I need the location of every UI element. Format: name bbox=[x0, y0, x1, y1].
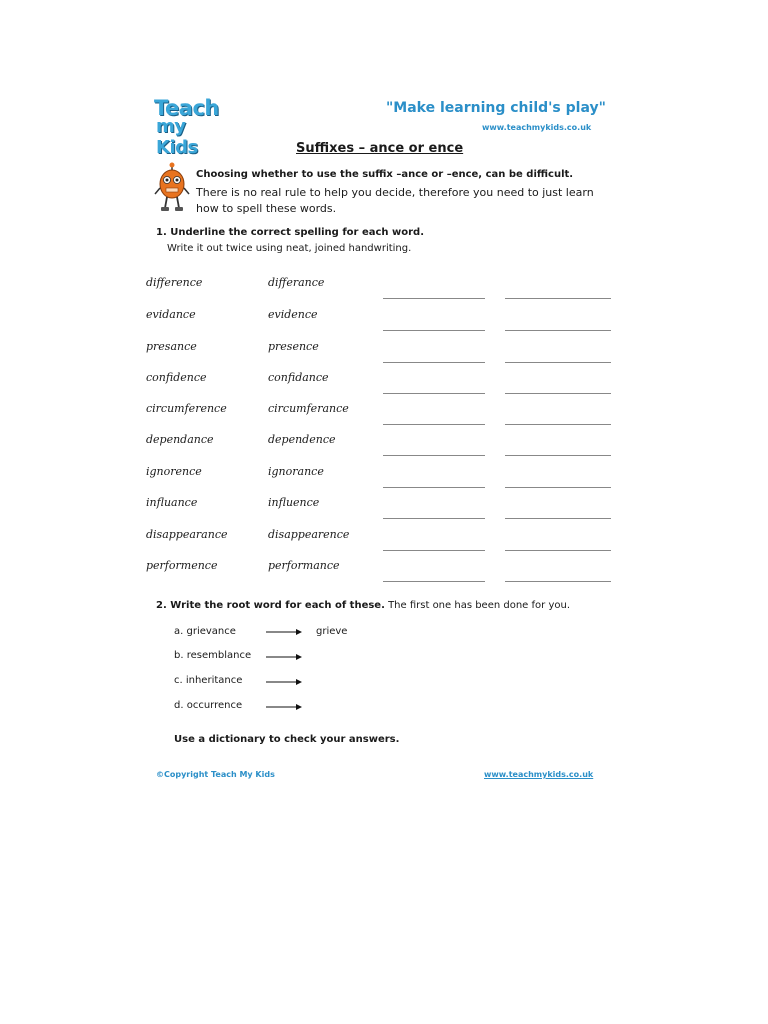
writing-line-1[interactable] bbox=[383, 518, 485, 519]
robot-mascot-icon bbox=[154, 162, 190, 214]
word-option-b[interactable]: circumferance bbox=[268, 402, 349, 415]
writing-line-1[interactable] bbox=[383, 487, 485, 488]
question-2-heading-rest: The first one has been done for you. bbox=[384, 600, 570, 611]
writing-line-1[interactable] bbox=[383, 550, 485, 551]
word-option-a[interactable]: influance bbox=[146, 496, 198, 509]
word-option-b[interactable]: dependence bbox=[268, 433, 336, 446]
writing-line-1[interactable] bbox=[383, 362, 485, 363]
writing-line-2[interactable] bbox=[505, 298, 611, 299]
copyright: ©Copyright Teach My Kids bbox=[156, 770, 275, 779]
writing-line-2[interactable] bbox=[505, 393, 611, 394]
word-option-b[interactable]: evidence bbox=[268, 308, 318, 321]
writing-line-1[interactable] bbox=[383, 330, 485, 331]
writing-line-1[interactable] bbox=[383, 455, 485, 456]
logo-line-1: Teach bbox=[154, 96, 219, 120]
word-option-a[interactable]: circumference bbox=[146, 402, 227, 415]
word-option-b[interactable]: influence bbox=[268, 496, 320, 509]
writing-line-2[interactable] bbox=[505, 330, 611, 331]
root-word-answer[interactable]: grieve bbox=[316, 626, 348, 637]
intro-text: There is no real rule to help you decide, therefore you need to just learn how to spell these words. bbox=[196, 186, 594, 215]
word-option-b[interactable]: disappearence bbox=[268, 528, 350, 541]
writing-line-2[interactable] bbox=[505, 362, 611, 363]
writing-line-2[interactable] bbox=[505, 550, 611, 551]
teach-my-kids-logo bbox=[152, 96, 232, 158]
question-2-heading bbox=[156, 600, 570, 611]
word-option-a[interactable]: disappearance bbox=[146, 528, 228, 541]
word-option-a[interactable]: ignorence bbox=[146, 465, 202, 478]
word-option-a[interactable]: confidence bbox=[146, 371, 207, 384]
word-option-b[interactable]: presence bbox=[268, 340, 319, 353]
question-1-instruction: Write it out twice using neat, joined handwriting. bbox=[167, 243, 412, 254]
intro-bold: Choosing whether to use the suffix –ance or –ence, can be difficult. bbox=[196, 169, 574, 180]
page-title: Suffixes – ance or ence bbox=[296, 141, 464, 156]
word-option-a[interactable]: dependance bbox=[146, 433, 214, 446]
dictionary-note: Use a dictionary to check your answers. bbox=[174, 734, 400, 745]
word-option-a[interactable]: presance bbox=[146, 340, 197, 353]
header-website: www.teachmykids.co.uk bbox=[482, 123, 592, 132]
root-word-item: d. occurrence bbox=[174, 700, 243, 711]
root-word-item: c. inheritance bbox=[174, 675, 243, 686]
writing-line-2[interactable] bbox=[505, 518, 611, 519]
writing-line-2[interactable] bbox=[505, 581, 611, 582]
word-option-a[interactable]: evidance bbox=[146, 308, 196, 321]
writing-line-1[interactable] bbox=[383, 581, 485, 582]
writing-line-1[interactable] bbox=[383, 393, 485, 394]
root-word-item: a. grievance bbox=[174, 626, 236, 637]
right-arrow-icon bbox=[266, 678, 302, 686]
word-option-a[interactable]: performence bbox=[146, 559, 218, 572]
writing-line-2[interactable] bbox=[505, 424, 611, 425]
question-2-heading-bold: 2. Write the root word for each of these. bbox=[156, 600, 385, 611]
slogan: "Make learning child's play" bbox=[386, 100, 606, 116]
writing-line-2[interactable] bbox=[505, 487, 611, 488]
word-option-b[interactable]: performance bbox=[268, 559, 340, 572]
right-arrow-icon bbox=[266, 628, 302, 636]
logo-line-2: my Kids bbox=[156, 116, 198, 158]
right-arrow-icon bbox=[266, 653, 302, 661]
question-1-heading: 1. Underline the correct spelling for each word. bbox=[156, 227, 425, 238]
root-word-item: b. resemblance bbox=[174, 650, 252, 661]
word-option-b[interactable]: confidance bbox=[268, 371, 329, 384]
word-option-b[interactable]: ignorance bbox=[268, 465, 324, 478]
word-option-b[interactable]: differance bbox=[268, 276, 325, 289]
footer-website-link[interactable]: www.teachmykids.co.uk bbox=[484, 770, 594, 779]
word-option-a[interactable]: difference bbox=[146, 276, 203, 289]
writing-line-2[interactable] bbox=[505, 455, 611, 456]
writing-line-1[interactable] bbox=[383, 424, 485, 425]
writing-line-1[interactable] bbox=[383, 298, 485, 299]
right-arrow-icon bbox=[266, 703, 302, 711]
